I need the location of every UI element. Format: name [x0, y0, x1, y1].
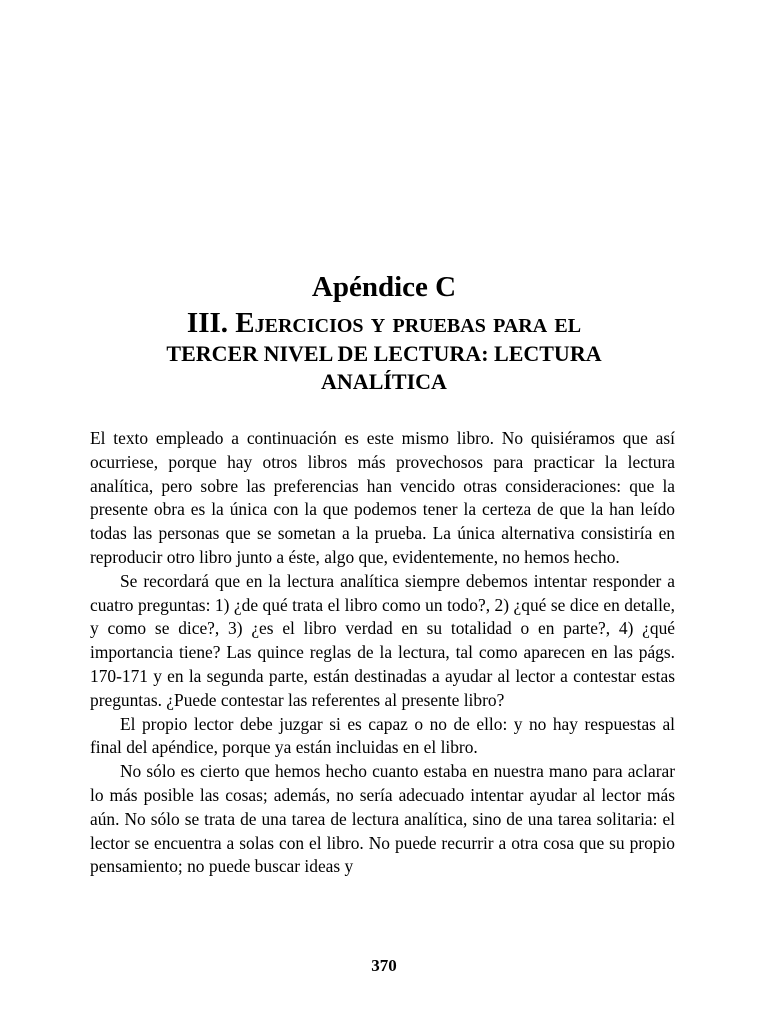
body-text: [90, 427, 675, 879]
chapter-title: III. Ejercicios y pruebas para el: [186, 307, 582, 339]
chapter-subtitle-line-2: ANALÍTICA: [321, 369, 447, 394]
paragraph-1: El texto empleado a continuación es este mismo libro. No quisiéramos que así ocurriese, porque hay otros libros más provechosos para practicar la lectura analítica, pero sobre las preferencias han vencido otras consideraciones: que la presente obra es la única con la que podemos tener la certeza de que la han leído todas las personas que se sometan a la prueba. La única alternativa consistiría en reproducir otro libro junto a éste, algo que, evidentemente, no hemos hecho.: [90, 428, 675, 567]
appendix-title: Apéndice C: [311, 271, 457, 303]
chapter-heading: [80, 268, 688, 396]
chapter-subtitle-line-1: TERCER NIVEL DE LECTURA: LECTURA: [166, 341, 602, 366]
paragraph-2: Se recordará que en la lectura analítica siempre debemos intentar responder a cuatro preguntas: 1) ¿de qué trata el libro como un todo?, 2) ¿qué se dice en detalle, y como se dice?, 3) ¿es el libro verdad en su totalidad o en parte?, 4) ¿qué importancia tiene? Las quince reglas de la lectura, tal como aparecen en las págs. 170-171 y en la segunda parte, están destinadas a ayudar al lector a contestar estas preguntas. ¿Puede contestar las referentes al presente libro?: [90, 570, 675, 710]
paragraph-4: No sólo es cierto que hemos hecho cuanto estaba en nuestra mano para aclarar lo más posible las cosas; además, no sería adecuado intentar ayudar al lector más aún. No sólo se trata de una tarea de lectura analítica, sino de una tarea solitaria: el lector se encuentra a solas con el libro. No puede recurrir a otra cosa que su propio pensamiento; no puede buscar ideas y: [90, 761, 675, 877]
page-number: 370: [371, 956, 397, 975]
paragraph-3: El propio lector debe juzgar si es capaz o no de ello: y no hay respuestas al final del apéndice, porque ya están incluidas en el libro.: [90, 713, 675, 758]
